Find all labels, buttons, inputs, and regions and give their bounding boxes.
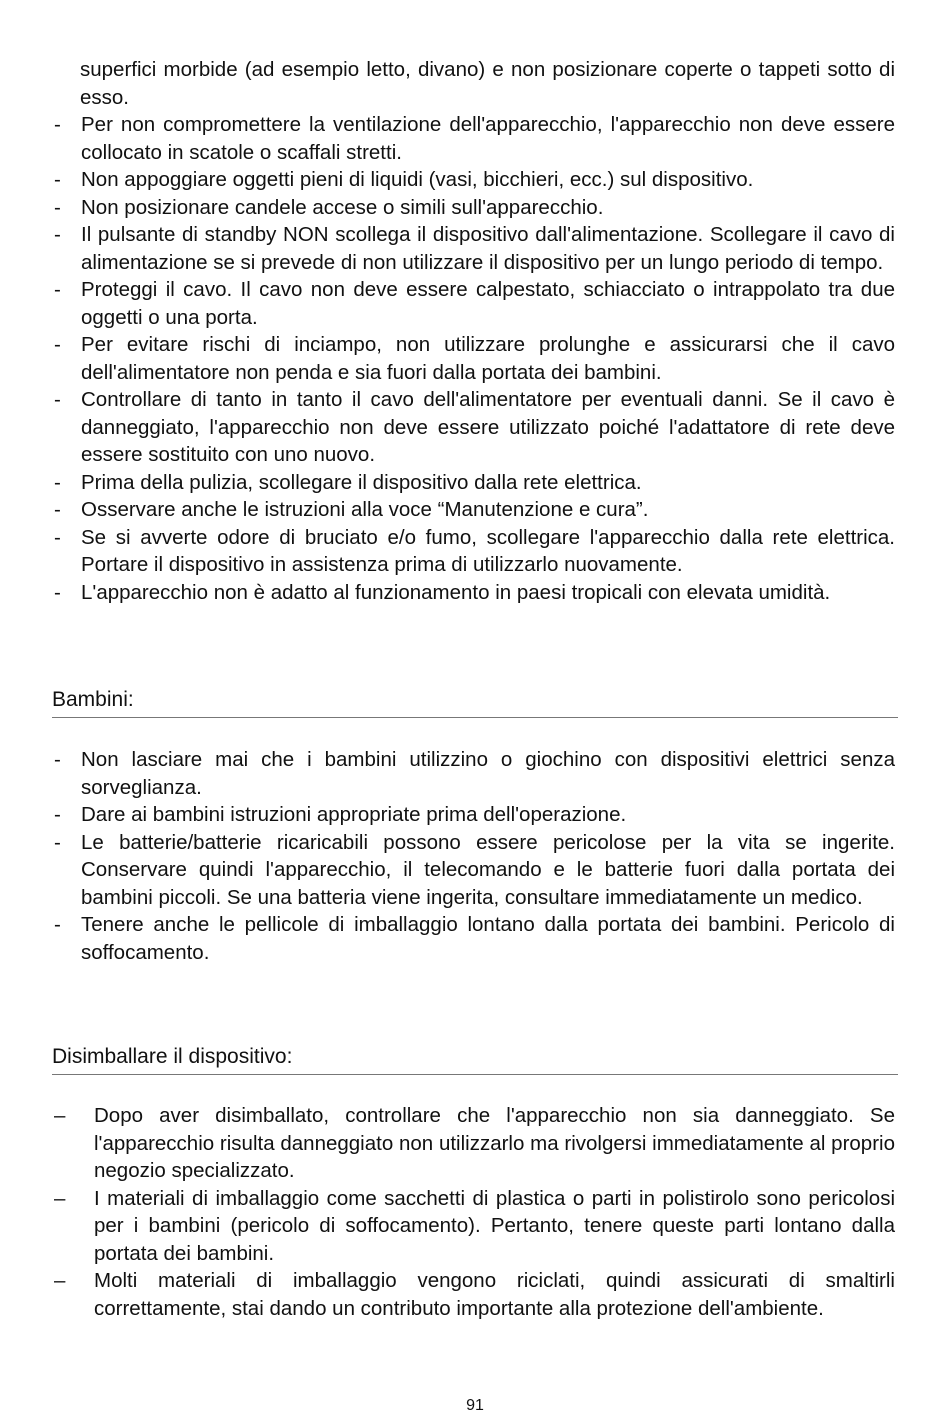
bullet-marker: - [54,803,61,826]
list-item [52,331,895,386]
children-heading: Bambini: [52,687,898,718]
children-list [52,746,895,966]
bullet-marker: - [54,113,61,136]
list-item [52,746,895,801]
list-item-text: Tenere anche le pellicole di imballaggio lontano dalla portata dei bambini. Pericolo di soffocamento. [81,913,895,964]
list-item-text: I materiali di imballaggio come sacchetti di plastica o parti in polistirolo sono pericolosi per i bambini (pericolo di soffocamento). Pertanto, tenere queste parti lontano dalla portata dei bambini. [94,1186,895,1265]
list-item [52,801,895,829]
list-item-text: Le batterie/batterie ricaricabili possono essere pericolose per la vita se ingerite. Conservare quindi l'apparecchio, il telecomando e le batterie fuori dalla portata dei bambini piccoli. Se una batteria viene ingerita, consultare immediatamente un medico. [81,830,895,909]
list-item-text: Dopo aver disimballato, controllare che l'apparecchio non sia danneggiato. Se l'apparecchio risulta danneggiato non utilizzarlo ma rivolgersi immediatamente al proprio negozio specializzato. [94,1104,895,1182]
safety-list [52,111,895,606]
list-item [52,1102,895,1185]
bullet-marker: - [54,168,61,191]
bullet-marker: - [54,498,61,521]
list-item-text: Per evitare rischi di inciampo, non utilizzare prolunghe e assicurarsi che il cavo dell'alimentatore non penda e sia fuori dalla portata dei bambini. [81,333,895,384]
list-item-text: Dare ai bambini istruzioni appropriate prima dell'operazione. [81,803,627,826]
list-item [52,221,895,276]
list-item [52,1267,895,1322]
bullet-marker: - [54,388,61,411]
unpacking-list [52,1102,895,1322]
list-item [52,469,895,497]
bullet-marker: – [54,1269,66,1292]
unpacking-heading: Disimballare il dispositivo: [52,1044,898,1075]
list-item-text: Osservare anche le istruzioni alla voce “Manutenzione e cura”. [81,498,649,521]
list-item-text: Molti materiali di imballaggio vengono riciclati, quindi assicurati di smaltirli correttamente, stai dando un contributo importante alla protezione dell'ambiente. [94,1269,895,1320]
bullet-marker: – [54,1104,66,1127]
bullet-marker: - [54,333,61,356]
bullet-marker: - [54,470,61,494]
bullet-marker: - [54,525,61,549]
list-item-text: L'apparecchio non è adatto al funzionamento in paesi tropicali con elevata umidità. [81,580,831,604]
list-item [52,111,895,166]
list-item-text: Il pulsante di standby NON scollega il dispositivo dall'alimentazione. Scollegare il cavo di alimentazione se si prevede di non utilizzare il dispositivo per un lungo periodo di tempo. [81,223,895,274]
list-item [52,276,895,331]
list-item-text: Controllare di tanto in tanto il cavo dell'alimentatore per eventuali danni. Se il cavo è danneggiato, l'apparecchio non deve essere utilizzato poiché l'adattatore di rete deve essere sostituito con uno nuovo. [81,388,895,466]
list-item [52,524,895,579]
bullet-marker: – [54,1186,66,1210]
bullet-marker: - [54,913,61,936]
list-item [52,579,895,607]
list-item-text: Proteggi il cavo. Il cavo non deve essere calpestato, schiacciato o intrappolato tra due oggetti o una porta. [81,278,895,329]
list-item-text: Non lasciare mai che i bambini utilizzino o giochino con dispositivi elettrici senza sorveglianza. [81,748,895,799]
bullet-marker: - [54,223,61,246]
page-number: 91 [466,1397,484,1414]
list-item [52,496,895,524]
bullet-marker: - [54,195,61,219]
list-item-text: Per non compromettere la ventilazione dell'apparecchio, l'apparecchio non deve essere collocato in scatole o scaffali stretti. [81,113,895,164]
intro-continuation: superfici morbide (ad esempio letto, divano) e non posizionare coperte o tappeti sotto di esso. [80,58,895,109]
list-item [52,1185,895,1268]
list-item-text: Se si avverte odore di bruciato e/o fumo, scollegare l'apparecchio dalla rete elettrica. Portare il dispositivo in assistenza prima di utilizzarlo nuovamente. [81,525,895,576]
list-item-text: Prima della pulizia, scollegare il dispositivo dalla rete elettrica. [81,470,642,494]
bullet-marker: - [54,580,61,604]
list-item [52,194,895,222]
list-item-text: Non appoggiare oggetti pieni di liquidi (vasi, bicchieri, ecc.) sul dispositivo. [81,168,754,191]
list-item [52,386,895,469]
list-item [52,911,895,966]
bullet-marker: - [54,278,61,301]
list-item [52,166,895,194]
list-item [52,829,895,912]
bullet-marker: - [54,830,61,854]
list-item-text: Non posizionare candele accese o simili sull'apparecchio. [81,195,604,219]
bullet-marker: - [54,748,61,771]
